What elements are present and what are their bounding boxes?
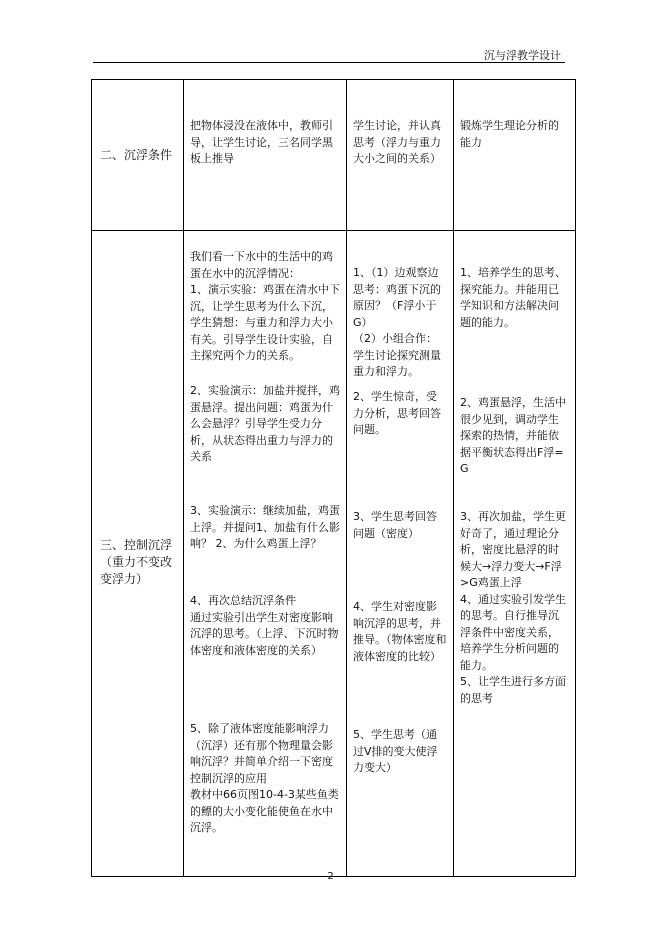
document-header-title: 沉与浮教学设计 [484, 49, 561, 62]
table-row [92, 231, 576, 877]
teacher-step-5: 5、除了液体密度能影响浮力（沉浮）还有那个物理量会影响沉浮？并简单介绍一下密度控制沉浮的应用 教材中66页图10-4-3某些鱼类的鳔的大小变化能使鱼在水中沉浮。 [190, 722, 339, 834]
section-title: 二、沉浮条件 [100, 147, 173, 162]
section-title: 三、控制沉浮（重力不变改变浮力） [100, 538, 173, 586]
teacher-activity-cell [184, 231, 347, 877]
purpose-step-3-5: 3、再次加盐，学生更好奇了，通过理论分析，密度比悬浮的时候大→浮力变大→F浮>G鸡蛋上浮 4、通过实验引发学生的思考。自行推导沉浮条件中密度关系，培养学生分析问题的能力。 5、让学生进行多方面的思考 [460, 510, 566, 705]
teacher-step-3: 3、实验演示：继续加盐，鸡蛋上浮。并提问1、加盐有什么影响？ 2、为什么鸡蛋上浮？ [190, 504, 340, 550]
page-number: 2 [327, 871, 334, 882]
table-row [92, 80, 576, 231]
design-purpose-cell [454, 231, 576, 877]
purpose-step-2: 2、鸡蛋悬浮，生活中很少见到，调动学生探索的热情，并能依据平衡状态得出F浮=G [460, 396, 566, 475]
student-step-4: 4、学生对密度影响沉浮的思考，并推导。（物体密度和液体密度的比较） [353, 600, 447, 663]
student-activity-cell [347, 231, 454, 877]
student-step-1: 1、（1）边观察边思考：鸡蛋下沉的原因？（F浮小于G） （2）小组合作：学生讨论探究测量重力和浮力。 [353, 266, 441, 378]
teacher-step-4: 4、再次总结沉浮条件 通过实验引出学生对密度影响沉浮的思考。（上浮、下沉时物体密度和液体密度的关系） [190, 594, 339, 657]
teacher-step-2: 2、实验演示：加盐并搅拌，鸡蛋悬浮。提出问题：鸡蛋为什么会悬浮？引导学生受力分析，从状态得出重力与浮力的关系 [190, 384, 340, 463]
teacher-activity-text: 把物体浸没在液体中，教师引导，让学生讨论，三名同学黑板上推导 [190, 119, 333, 165]
design-purpose-cell [454, 80, 576, 231]
purpose-step-1: 1、培养学生的思考、探究能力。并能用已学知识和方法解决问题的能力。 [460, 266, 566, 329]
header-divider [93, 62, 565, 63]
student-step-2: 2、学生惊奇，受力分析，思考回答问题。 [353, 390, 441, 436]
teacher-activity-cell [184, 80, 347, 231]
student-activity-cell [347, 80, 454, 231]
section-cell [92, 80, 184, 231]
teacher-step-1: 我们看一下水中的生活中的鸡蛋在水中的沉浮情况： 1、演示实验：鸡蛋在清水中下沉，让学生思考为什么下沉，学生猜想：与重力和浮力大小有关。引导学生设计实验，自主探究两个力的关系。 [190, 250, 340, 362]
student-step-5: 5、学生思考（通过V排的变大使浮力变大） [353, 728, 438, 774]
design-purpose-text: 锻炼学生理论分析的能力 [460, 119, 559, 149]
student-step-3: 3、学生思考回答问题（密度） [353, 510, 437, 540]
student-activity-text: 学生讨论，并认真思考（浮力与重力大小之间的关系） [353, 119, 441, 165]
lesson-plan-table [91, 79, 576, 877]
section-cell [92, 231, 184, 877]
